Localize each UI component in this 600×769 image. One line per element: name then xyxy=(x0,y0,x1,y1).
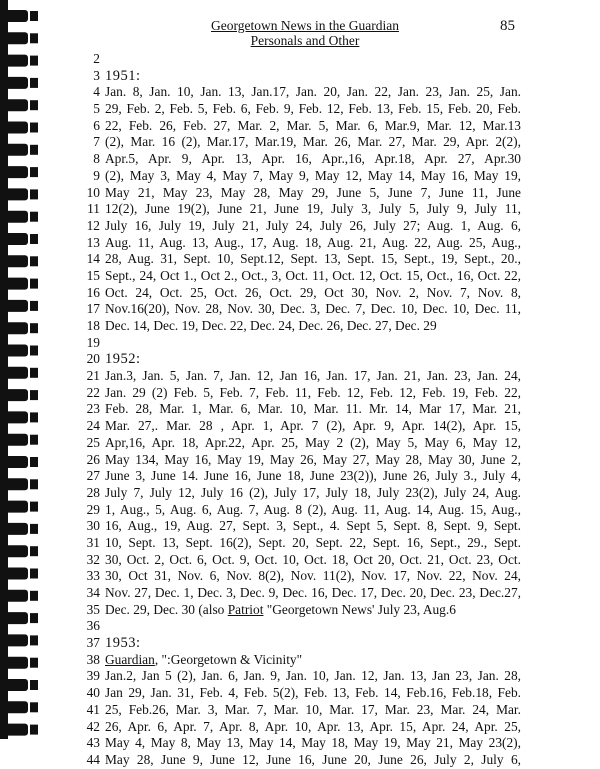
text-line xyxy=(80,652,580,669)
text-line xyxy=(80,418,580,435)
line-text-segment: Feb. 28, Mar. 1, Mar. 6, Mar. 10, Mar. 11. Mr. 14, Mar 17, Mar. 21, xyxy=(105,401,521,417)
line-text xyxy=(105,285,521,302)
text-line xyxy=(80,285,580,302)
line-text xyxy=(105,185,521,202)
line-number: 17 xyxy=(86,301,100,317)
text-line xyxy=(80,518,580,535)
text-line xyxy=(80,552,580,569)
line-text xyxy=(105,518,521,535)
line-number: 27 xyxy=(86,468,100,484)
text-line xyxy=(80,118,580,135)
line-text-segment: Jan 29, Jan. 31, Feb. 4, Feb. 5(2), Feb. 13, Feb. 14, Feb.16, Feb.18, Feb. xyxy=(105,685,521,701)
line-text-segment: Jan.3, Jan. 5, Jan. 7, Jan. 12, Jan 16, Jan. 17, Jan. 21, Jan. 23, Jan. 24, xyxy=(105,368,521,384)
line-text-segment: 30, Oct 31, Nov. 6, Nov. 8(2), Nov. 11(2), Nov. 17, Nov. 22, Nov. 24, xyxy=(105,568,521,584)
line-text xyxy=(105,535,521,552)
line-text xyxy=(105,602,521,619)
text-line xyxy=(80,251,580,268)
line-text xyxy=(105,468,521,485)
line-text xyxy=(105,68,521,85)
text-line xyxy=(80,101,580,118)
line-text xyxy=(105,101,521,118)
binding-ring xyxy=(4,590,38,602)
line-text-segment: Jan. 8, Jan. 10, Jan. 13, Jan.17, Jan. 20, Jan. 22, Jan. 23, Jan. 25, Jan. xyxy=(105,84,521,100)
text-line xyxy=(80,752,580,769)
spiral-binding xyxy=(0,0,60,739)
line-text xyxy=(105,301,521,318)
line-number: 4 xyxy=(93,84,100,100)
binding-ring xyxy=(4,55,38,67)
text-line xyxy=(80,719,580,736)
text-line xyxy=(80,502,580,519)
line-text xyxy=(105,735,521,752)
binding-ring xyxy=(4,612,38,624)
line-text xyxy=(105,585,521,602)
line-number: 35 xyxy=(86,601,100,617)
line-text-segment: "Georgetown News' July 23, Aug.6 xyxy=(263,601,456,617)
line-number: 29 xyxy=(86,501,100,517)
line-text-segment: 1, Aug., 5, Aug. 6, Aug. 7, Aug. 8 (2), Aug. 11, Aug. 14, Aug. 15, Aug., xyxy=(105,501,521,517)
binding-ring xyxy=(4,188,38,200)
line-number: 21 xyxy=(86,368,100,384)
line-text xyxy=(105,552,521,569)
line-number: 16 xyxy=(86,284,100,300)
line-text xyxy=(105,84,521,101)
line-number: 25 xyxy=(86,434,100,450)
line-text xyxy=(105,502,521,519)
line-text-segment: Dec. 29, Dec. 30 (also xyxy=(105,601,228,617)
line-text-segment: Nov. 27, Dec. 1, Dec. 3, Dec. 9, Dec. 16, Dec. 17, Dec. 20, Dec. 23, Dec.27, xyxy=(105,585,521,600)
line-number: 44 xyxy=(86,751,100,767)
text-line xyxy=(80,685,580,702)
line-text-segment: 30, Oct. 2, Oct. 6, Oct. 9, Oct. 10, Oct. 18, Oct 20, Oct. 21, Oct. 23, Oct. xyxy=(105,551,521,567)
line-number: 40 xyxy=(86,685,100,701)
line-text-segment: Apr.5, Apr. 9, Apr. 13, Apr. 16, Apr.,16, Apr.18, Apr. 27, Apr.30 xyxy=(105,151,521,167)
binding-ring xyxy=(4,679,38,691)
binding-ring xyxy=(4,166,38,178)
line-text-segment: 1952: xyxy=(105,351,141,368)
binding-ring xyxy=(4,122,38,134)
binding-ring xyxy=(4,389,38,401)
line-text xyxy=(105,134,521,151)
binding-ring xyxy=(4,478,38,490)
line-text xyxy=(105,235,521,252)
binding-ring xyxy=(4,701,38,713)
text-line xyxy=(80,401,580,418)
text-line xyxy=(80,168,580,185)
line-number: 3 xyxy=(93,67,100,83)
text-line xyxy=(80,201,580,218)
line-number: 20 xyxy=(86,351,100,367)
line-number: 41 xyxy=(86,701,100,717)
text-line xyxy=(80,351,580,368)
line-text-segment: 22, Feb. 26, Feb. 27, Mar. 2, Mar. 5, Mar. 6, Mar.9, Mar. 12, Mar.13 xyxy=(105,117,521,133)
binding-ring xyxy=(4,501,38,513)
line-number: 18 xyxy=(86,318,100,333)
text-line xyxy=(80,735,580,752)
binding-ring xyxy=(4,77,38,89)
line-number: 37 xyxy=(86,635,100,651)
line-text xyxy=(105,118,521,135)
binding-ring xyxy=(4,322,38,334)
line-number: 22 xyxy=(86,384,100,400)
line-text-segment: (2), May 3, May 4, May 7, May 9, May 12, May 14, May 16, May 19, xyxy=(105,167,521,183)
line-number: 7 xyxy=(93,134,100,150)
text-line xyxy=(80,335,580,352)
text-line xyxy=(80,235,580,252)
underlined-publication-name: Guardian xyxy=(105,651,155,667)
line-text-segment: 26, Apr. 6, Apr. 7, Apr. 8, Apr. 10, Apr. 13, Apr. 15, Apr. 24, Apr. 25, xyxy=(105,718,521,734)
binding-ring xyxy=(4,144,38,156)
text-line xyxy=(80,368,580,385)
line-number: 9 xyxy=(93,167,100,183)
binding-ring xyxy=(4,233,38,245)
line-number: 39 xyxy=(86,668,100,684)
numbered-lines xyxy=(80,51,580,769)
text-line xyxy=(80,702,580,719)
binding-ring xyxy=(4,255,38,267)
line-number: 32 xyxy=(86,551,100,567)
line-text xyxy=(105,368,521,385)
text-line xyxy=(80,585,580,602)
text-line xyxy=(80,68,580,85)
line-number: 8 xyxy=(93,151,100,167)
binding-ring xyxy=(4,657,38,669)
line-text-segment: 16, Aug., 19, Aug. 27, Sept. 3, Sept., 4. Sept 5, Sept. 8, Sept. 9, Sept. xyxy=(105,518,521,534)
line-text xyxy=(105,752,521,769)
line-number: 43 xyxy=(86,735,100,751)
line-number: 19 xyxy=(86,334,100,350)
line-text-segment: 25, Feb.26, Mar. 3, Mar. 7, Mar. 10, Mar. 17, Mar. 23, Mar. 24, Mar. xyxy=(105,701,521,717)
line-text xyxy=(105,485,521,502)
line-text xyxy=(105,668,521,685)
binding-ring xyxy=(4,10,38,22)
binding-ring xyxy=(4,300,38,312)
line-text xyxy=(105,268,521,285)
binding-ring xyxy=(4,32,38,44)
line-number: 34 xyxy=(86,585,100,600)
line-text-segment: May 4, May 8, May 13, May 14, May 18, May 19, May 21, May 23(2), xyxy=(105,735,521,751)
text-line xyxy=(80,134,580,151)
binding-ring xyxy=(4,367,38,379)
line-number: 38 xyxy=(86,651,100,667)
line-text xyxy=(105,251,521,268)
text-line xyxy=(80,568,580,585)
text-line xyxy=(80,151,580,168)
line-number: 15 xyxy=(86,267,100,283)
binding-ring xyxy=(4,545,38,557)
binding-ring xyxy=(4,211,38,223)
line-text xyxy=(105,318,521,335)
line-number: 28 xyxy=(86,484,100,500)
line-text-segment: Apr,16, Apr. 18, Apr.22, Apr. 25, May 2 (2), May 5, May 6, May 12, xyxy=(105,434,521,450)
line-number: 23 xyxy=(86,401,100,417)
line-text-segment: June 3, June 14. June 16, June 18, June 23(2)), June 26, July 3., July 4, xyxy=(105,468,521,484)
text-line xyxy=(80,318,580,335)
line-text-segment: 1953: xyxy=(105,635,141,652)
line-text-segment: 12(2), June 19(2), June 21, June 19, July 3, July 5, July 9, July 11, xyxy=(105,201,521,217)
underlined-publication-name: Patriot xyxy=(227,601,264,617)
text-line xyxy=(80,84,580,101)
text-line xyxy=(80,385,580,402)
line-number: 42 xyxy=(86,718,100,734)
text-line xyxy=(80,468,580,485)
line-text-segment: Jan.2, Jan 5 (2), Jan. 6, Jan. 9, Jan. 10, Jan. 12, Jan. 13, Jan 23, Jan. 28, xyxy=(105,668,521,684)
line-text-segment: 10, Sept. 13, Sept. 16(2), Sept. 20, Sept. 22, Sept. 16, Sept., 29., Sept. xyxy=(105,534,521,550)
page-subtitle: Personals and Other xyxy=(250,33,360,48)
text-line xyxy=(80,635,580,652)
binding-ring xyxy=(4,724,38,736)
line-number: 6 xyxy=(93,117,100,133)
binding-ring xyxy=(4,345,38,357)
line-text-segment: Oct. 24, Oct. 25, Oct. 26, Oct. 29, Oct 30, Nov. 2, Nov. 7, Nov. 8, xyxy=(105,284,521,300)
line-number: 31 xyxy=(86,534,100,550)
line-text xyxy=(105,452,521,469)
line-number: 10 xyxy=(86,184,100,200)
line-number: 11 xyxy=(87,201,100,217)
text-line xyxy=(80,268,580,285)
line-text-segment: Nov.16(20), Nov. 28, Nov. 30, Dec. 3, Dec. 7, Dec. 10, Dec. 10, Dec. 11, xyxy=(105,301,521,317)
line-text xyxy=(105,401,521,418)
text-line xyxy=(80,435,580,452)
line-text xyxy=(105,385,521,402)
line-text xyxy=(105,151,521,168)
binding-ring xyxy=(4,568,38,580)
line-text-segment: 28, Aug. 31, Sept. 10, Sept.12, Sept. 13, Sept. 15, Sept., 19, Sept., 20., xyxy=(105,251,521,267)
line-text-segment: May 28, June 9, June 12, June 16, June 20, June 26, July 2, July 6, xyxy=(105,751,521,767)
line-text-segment: May 21, May 23, May 28, May 29, June 5, June 7, June 11, June xyxy=(105,184,521,200)
line-text-segment: Jan. 29 (2) Feb. 5, Feb. 7, Feb. 11, Feb. 12, Feb. 12, Feb. 19, Feb. 22, xyxy=(105,384,521,400)
line-text-segment: , ":Georgetown & Vicinity" xyxy=(154,651,303,667)
line-number: 13 xyxy=(86,234,100,250)
line-text xyxy=(105,702,521,719)
line-text-segment: May 134, May 16, May 19, May 26, May 27, May 28, May 30, June 2, xyxy=(105,451,521,467)
page-title: Georgetown News in the Guardian xyxy=(211,18,399,33)
binding-ring xyxy=(4,456,38,468)
line-text-segment: Sept., 24, Oct 1., Oct 2., Oct., 3, Oct. 11, Oct. 12, Oct. 15, Oct., 16, Oct. 22, xyxy=(105,267,521,283)
line-number: 14 xyxy=(86,251,100,267)
text-line xyxy=(80,452,580,469)
line-text xyxy=(105,685,521,702)
text-line xyxy=(80,668,580,685)
text-line xyxy=(80,301,580,318)
text-line xyxy=(80,602,580,619)
text-line xyxy=(80,218,580,235)
binding-ring xyxy=(4,523,38,535)
line-number: 30 xyxy=(86,518,100,534)
line-text-segment: Dec. 14, Dec. 19, Dec. 22, Dec. 24, Dec. 26, Dec. 27, Dec. 29 xyxy=(105,318,437,333)
text-line xyxy=(80,185,580,202)
line-text-segment: July 16, July 19, July 21, July 24, July 26, July 27; Aug. 1, Aug. 6, xyxy=(105,217,521,233)
line-text xyxy=(105,168,521,185)
line-number: 5 xyxy=(93,101,100,117)
line-text xyxy=(105,635,521,652)
binding-ring xyxy=(4,634,38,646)
binding-ring xyxy=(4,99,38,111)
page-number: 85 xyxy=(500,18,515,34)
line-text xyxy=(105,652,521,669)
line-text xyxy=(105,719,521,736)
binding-ring xyxy=(4,278,38,290)
line-text-segment: (2), Mar. 16 (2), Mar.17, Mar.19, Mar. 26, Mar. 27, Mar. 29, Apr. 2(2), xyxy=(105,134,521,150)
line-number: 12 xyxy=(86,217,100,233)
line-text xyxy=(105,351,521,368)
line-text xyxy=(105,418,521,435)
line-number: 26 xyxy=(86,451,100,467)
binding-ring xyxy=(4,434,38,446)
text-line xyxy=(80,618,580,635)
line-text-segment: Aug. 11, Aug. 13, Aug., 17, Aug. 18, Aug. 21, Aug. 22, Aug. 25, Aug., xyxy=(105,234,521,250)
text-line xyxy=(80,485,580,502)
page-header xyxy=(180,18,430,48)
line-number: 24 xyxy=(86,418,100,434)
line-text xyxy=(105,568,521,585)
line-number: 36 xyxy=(86,618,100,634)
line-text-segment: Mar. 27,. Mar. 28 , Apr. 1, Apr. 7 (2), Apr. 9, Apr. 14(2), Apr. 15, xyxy=(105,418,521,434)
line-text xyxy=(105,435,521,452)
text-line xyxy=(80,535,580,552)
line-text-segment: July 7, July 12, July 16 (2), July 17, July 18, July 23(2), July 24, Aug. xyxy=(105,484,521,500)
text-line xyxy=(80,51,580,68)
line-text xyxy=(105,218,521,235)
line-text-segment: 29, Feb. 2, Feb. 5, Feb. 6, Feb. 9, Feb. 12, Feb. 13, Feb. 15, Feb. 20, Feb. xyxy=(105,101,521,117)
line-number: 2 xyxy=(93,51,100,66)
line-text-segment: 1951: xyxy=(105,67,141,84)
line-number: 33 xyxy=(86,568,100,584)
binding-ring xyxy=(4,411,38,423)
line-text xyxy=(105,201,521,218)
